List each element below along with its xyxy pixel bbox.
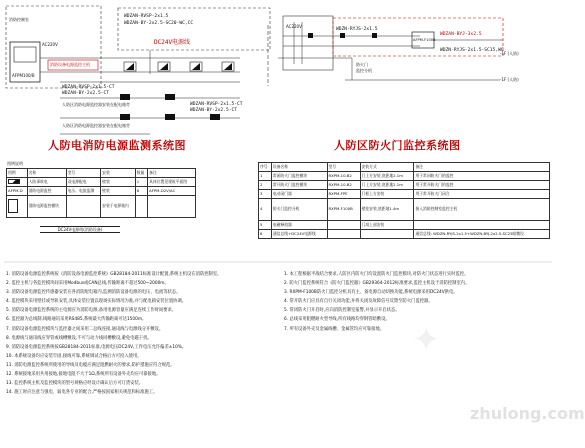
table-cell: 图例 (7, 169, 28, 178)
floor-top: -1F (人防) (500, 51, 519, 56)
legend-right-table (258, 162, 550, 239)
table-cell: 接入消防控制室监控主机 (414, 199, 550, 221)
note-line: 12. 系统接地采用共用接地,接地电阻不大于1Ω,系统所有设备外壳均应可靠接地。 (6, 372, 161, 378)
table-cell: 门框上方安装 (360, 190, 414, 199)
table-cell (360, 230, 414, 239)
cable-mid-3: WDZAN-RVSP-2x1.5-CT (190, 102, 243, 107)
table-cell: 备注 (148, 169, 196, 178)
legend-left-footer: DC24V电源线(消防设备) (40, 226, 120, 233)
table-cell: AFPM-D2V/AC (148, 187, 196, 196)
right-diagram-title: 人防区防火门监控系统图 (334, 139, 461, 152)
table-cell: 壁装 (101, 187, 136, 196)
remark-2: 人防区消防电源监控器安装在配电箱旁 (62, 123, 130, 128)
table-cell: 5 (259, 221, 272, 230)
table-cell: 6 (135, 187, 147, 196)
table-cell: 常闭防火门监控模块 (271, 172, 327, 181)
note-line: 1. 消防设备电源监控系统按《消防设备电源监控系统》GB28184-2011标准设计配置,系统主机设在消防控制室。 (6, 272, 222, 277)
table-row (7, 169, 196, 178)
note-line: 13. 监控系统主机及监控模块的型号规格应经设计确认后方可订货安装。 (6, 381, 144, 387)
note-line: 1. 本工程根据平战结合要求,人防区内防火门均设置防火门监控模块,对防火门状态进行实时监控。 (284, 272, 469, 277)
panel-sub-label: 消防设备电源监控主机 (50, 62, 90, 67)
table-row (259, 181, 550, 190)
module-symbol-icon (8, 199, 18, 213)
right-cable-1: WDZN-RYJS-2x1.5 (336, 27, 378, 32)
note-line: 2. 监控主机与各监控模块间采用Modbus或CAN总线,传输距离不超过500~2000m。 (6, 281, 169, 287)
left-diagram-title: 人防电消防电源监测系统图 (48, 139, 186, 152)
table-row (259, 190, 550, 199)
table-cell: 具体位置见建筑平面图 (148, 178, 196, 187)
table-row (259, 221, 550, 230)
table-row (259, 199, 550, 221)
table-row (7, 178, 196, 187)
table-cell: 型号 (66, 169, 101, 178)
table-cell: 通信总线+DC24V电源线 (271, 230, 327, 239)
panel-code: AFPM100/B (12, 73, 35, 78)
table-cell: RXPM-FPE (327, 190, 360, 199)
area-label-1: 防火门 (356, 62, 368, 67)
table-row (7, 187, 196, 196)
table-cell: 双电源配电 (66, 178, 101, 187)
cable-top-1: WDZAN-RVSP-2x1.5 (124, 14, 169, 19)
notes-left (6, 270, 268, 397)
table-cell: 防火门监控分机 (271, 199, 327, 221)
right-cable-2: WDZAN-BYJ-3x2.5 (440, 32, 482, 37)
table-cell: 电动闭门器 (271, 190, 327, 199)
legend-left-table (6, 168, 196, 218)
note-line: 8. 电源线与通讯线应穿管或线槽敷设,不可与动力线同槽敷设,避免电磁干扰。 (6, 335, 152, 341)
table-cell: 2 (259, 181, 272, 190)
right-cable-3: WDZN-RYJS-2x1.5-SC15,WC (440, 48, 504, 53)
table-cell: RXPM-10-B2 (327, 172, 360, 181)
table-cell: 6 (259, 230, 272, 239)
table-row (259, 230, 550, 239)
table-row (259, 172, 550, 181)
right-ac-label: AC220V (286, 24, 302, 29)
note-line: 5. 常闭防火门开启时,应向消防控制室报警,并显示开启状态。 (284, 308, 400, 314)
table-row (7, 196, 196, 218)
table-cell: 电压、电流监测 (66, 187, 101, 196)
remark-1: 人防区消防电源监控器安装在配电箱旁 (62, 102, 130, 107)
table-cell: 安装 (101, 169, 136, 178)
table-cell: 门上方安装,底距地2.1m (360, 172, 414, 181)
table-cell: 门扇上部安装 (360, 221, 414, 230)
note-line: 4. 常开防火门应具有自行关闭功能,并将关闭及故障信号反馈至防火门监控器。 (284, 299, 433, 305)
watermark: zhulong.com (470, 404, 585, 423)
table-cell: 常开防火门监控模块 (271, 181, 327, 190)
table-cell: 数量 (135, 169, 147, 178)
table-cell: 消防电源监控模块 (27, 196, 66, 218)
table-cell: 用于常开防火门的监控 (414, 181, 550, 190)
cable-mid-1: WDZAN-RVSP-2x1.5-CT (62, 85, 115, 90)
table-cell: 设备名称 (271, 163, 327, 172)
table-cell: 壁装 (101, 178, 136, 187)
table-cell (414, 221, 550, 230)
note-line: 7. 所有设备外壳及金属线槽、金属管均应可靠接地。 (284, 326, 384, 332)
table-cell: 安装方式 (360, 163, 414, 172)
table-cell: RXPM-F100B (327, 199, 360, 221)
area-label-2: 监控分机 (356, 68, 372, 73)
table-row (259, 163, 550, 172)
table-cell: RXPM-10-B2 (327, 181, 360, 190)
floor-bottom: -1F (人防) (500, 77, 519, 82)
table-cell: 壁挂安装,底距地1.4m (360, 199, 414, 221)
table-cell (327, 221, 360, 230)
note-line: 7. 消防设备电源监控模块与监控器之间采用二总线连接,通讯线与电源线分开敷设。 (6, 326, 164, 332)
table-cell: 门上方安装,底距地2.1m (360, 181, 414, 190)
cable-mid-4: WDZAN-BY-2x2.5-CT (190, 108, 238, 113)
cable-top-2: WDZAN-BY-2x2.5-SC20-WC,CC (124, 21, 194, 26)
note-line: 6. 监控器为总线制,线路通讯采用RS485,系统最大传输距离可达1500m。 (6, 317, 147, 323)
note-line: 4. 监控模块采用壁挂或导轨安装,具体安装位置以现场实际情况为准,并与配电箱安装位置协调。 (6, 299, 187, 305)
note-line: 9. 消防设备电源监控系统按GB28184-2011标准,电源电压DC24V,工作电压允许偏差±10%。 (6, 344, 187, 350)
table-cell: 人防事故电 (27, 178, 66, 187)
table-cell (148, 196, 196, 218)
table-cell (327, 230, 360, 239)
watermark-logo-icon: ✦ (412, 320, 441, 360)
cable-mid-2: WDZAN-BY-2x2.5-CT (62, 91, 110, 96)
table-cell: 3 (259, 190, 272, 199)
dc-label: DC24V电源线 (154, 39, 191, 46)
control-room-header: 消防控制室 (9, 17, 29, 22)
table-cell: 1 (135, 178, 147, 187)
table-cell (7, 196, 28, 218)
table-cell: 用于常开防火门闭合 (414, 190, 550, 199)
table-cell (66, 196, 101, 218)
table-cell: 安装于电源箱内 (101, 196, 136, 218)
table-cell: AFPM-D (7, 187, 28, 196)
table-cell: 1 (259, 172, 272, 181)
note-line: 5. 消防设备电源监控系统的主电源应为消防电源,备用电源容量应满足连续工作时间要求。 (6, 308, 177, 314)
table-cell: 4 (259, 199, 272, 221)
note-line: 3. 消防设备电源监控传感器安装在各消防配电箱内,监测消防设备电源的电压、电流等状态。 (6, 290, 181, 296)
table-cell: 型号 (327, 163, 360, 172)
note-line: 6. 总线采用阻燃耐火型导线,所有线路均穿钢管暗敷设。 (284, 317, 390, 323)
table-cell (7, 178, 28, 187)
table-cell: 序号 (259, 163, 272, 172)
note-line: 14. 施工时应注意与强电、弱电各专业的配合,严格按国家相关规范和标准施工。 (6, 390, 158, 396)
table-cell: 备注 (414, 163, 550, 172)
control-unit-code: AFPM-F100B (413, 38, 436, 42)
table-cell: 用于常闭防火门的监控 (414, 172, 550, 181)
ac-label: AC220V (42, 42, 58, 47)
table-cell: 通信总线: WDZN-RYJS-2x1.5+WDZN-BYJ-2x2.5-SC25暗敷设 (414, 230, 550, 239)
table-cell: 名称 (27, 169, 66, 178)
device-symbol-icon (8, 179, 20, 184)
note-line: 3. RXPM-F100B防火门监控分机具有主、备电源自动切换功能,系统电源采用DC24V供电。 (284, 290, 458, 296)
table-cell: 电磁释放器 (271, 221, 327, 230)
note-line: 2. 防火门监控系统符合《防火门监控器》GB29364-2012标准要求,监控主机设于消防控制室内。 (284, 281, 470, 287)
legend-left-header: 图例说明 (7, 161, 23, 166)
table-cell (135, 196, 147, 218)
note-line: 10. 本系统设备均应安装牢固,接线可靠,系统调试合格后方可投入使用。 (6, 353, 142, 359)
note-line: 11. 消防电源监控系统所使用的导线及电缆应满足阻燃耐火的要求,防护措施应符合规范。 (6, 362, 175, 368)
table-cell: 消防电源监控 (27, 187, 66, 196)
